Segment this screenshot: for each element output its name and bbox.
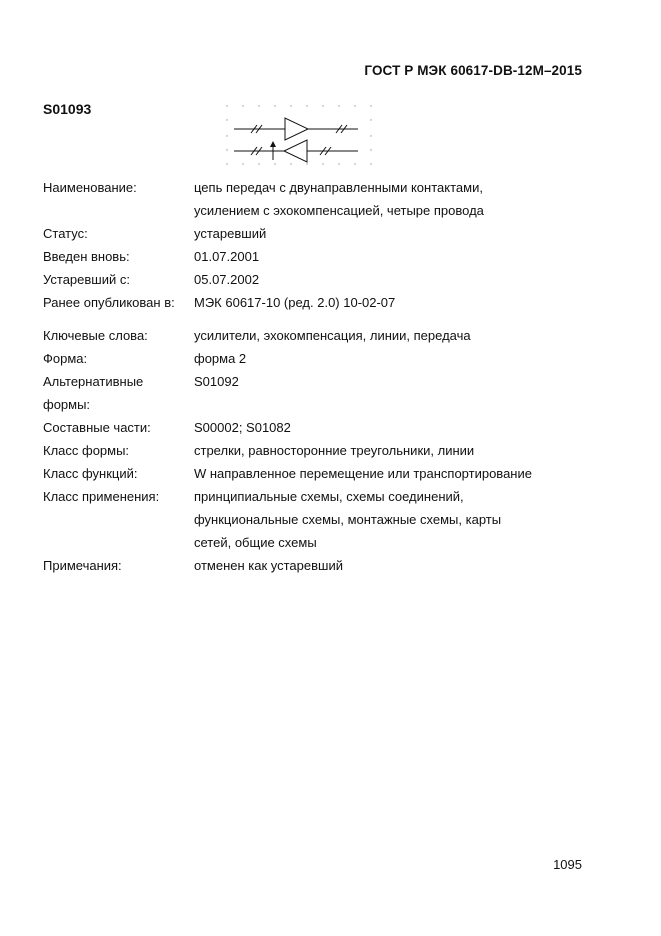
label-name: Наименование: bbox=[43, 180, 137, 195]
label-function-class: Класс функций: bbox=[43, 466, 138, 481]
page-number: 1095 bbox=[553, 857, 582, 872]
row-form bbox=[43, 347, 603, 370]
value-function-class: W направленное перемещение или транспортирование bbox=[194, 466, 532, 481]
row-published-in bbox=[43, 291, 603, 314]
row-form-class bbox=[43, 439, 603, 462]
value-form-class: стрелки, равносторонние треугольники, линии bbox=[194, 443, 475, 458]
value-line: усилением с эхокомпенсацией, четыре провода bbox=[194, 203, 484, 218]
row-introduced bbox=[43, 245, 603, 268]
section-gap bbox=[43, 314, 603, 324]
label-published-in: Ранее опубликован в: bbox=[43, 295, 175, 310]
amplifier-symbol-icon bbox=[224, 103, 374, 167]
label-alternative-forms: Альтернативные формы: bbox=[43, 374, 144, 412]
row-obsolete-since bbox=[43, 268, 603, 291]
row-keywords bbox=[43, 324, 603, 347]
label-form: Форма: bbox=[43, 351, 88, 366]
label-notes: Примечания: bbox=[43, 558, 122, 573]
value-alternative-forms: S01092 bbox=[194, 374, 239, 389]
row-status bbox=[43, 222, 603, 245]
document-header: ГОСТ Р МЭК 60617-DB-12M–2015 bbox=[364, 63, 582, 78]
label-form-class: Класс формы: bbox=[43, 443, 130, 458]
label-introduced: Введен вновь: bbox=[43, 249, 130, 264]
label-keywords: Ключевые слова: bbox=[43, 328, 148, 343]
value-published-in: МЭК 60617-10 (ред. 2.0) 10-02-07 bbox=[194, 295, 396, 310]
value-application-class bbox=[194, 485, 603, 554]
value-components: S00002; S01082 bbox=[194, 420, 291, 435]
value-form: форма 2 bbox=[194, 351, 247, 366]
label-status: Статус: bbox=[43, 226, 88, 241]
label-components: Составные части: bbox=[43, 420, 151, 435]
value-notes: отменен как устаревший bbox=[194, 558, 343, 573]
symbol-code: S01093 bbox=[43, 101, 92, 117]
row-function-class bbox=[43, 462, 603, 485]
value-obsolete-since: 05.07.2002 bbox=[194, 272, 260, 287]
value-introduced: 01.07.2001 bbox=[194, 249, 260, 264]
value-status: устаревший bbox=[194, 226, 267, 241]
value-name bbox=[194, 176, 603, 222]
value-keywords: усилители, эхокомпенсация, линии, передача bbox=[194, 328, 471, 343]
row-application-class bbox=[43, 485, 603, 554]
value-line: принципиальные схемы, схемы соединений, bbox=[194, 489, 464, 504]
attribute-table bbox=[43, 176, 603, 577]
row-notes bbox=[43, 554, 603, 577]
row-name bbox=[43, 176, 603, 222]
row-components bbox=[43, 416, 603, 439]
row-alternative-forms bbox=[43, 370, 603, 416]
label-obsolete-since: Устаревший с: bbox=[43, 272, 130, 287]
value-line: сетей, общие схемы bbox=[194, 535, 317, 550]
label-application-class: Класс применения: bbox=[43, 489, 160, 504]
value-line: цепь передач с двунаправленными контактами, bbox=[194, 180, 483, 195]
value-line: функциональные схемы, монтажные схемы, карты bbox=[194, 512, 502, 527]
